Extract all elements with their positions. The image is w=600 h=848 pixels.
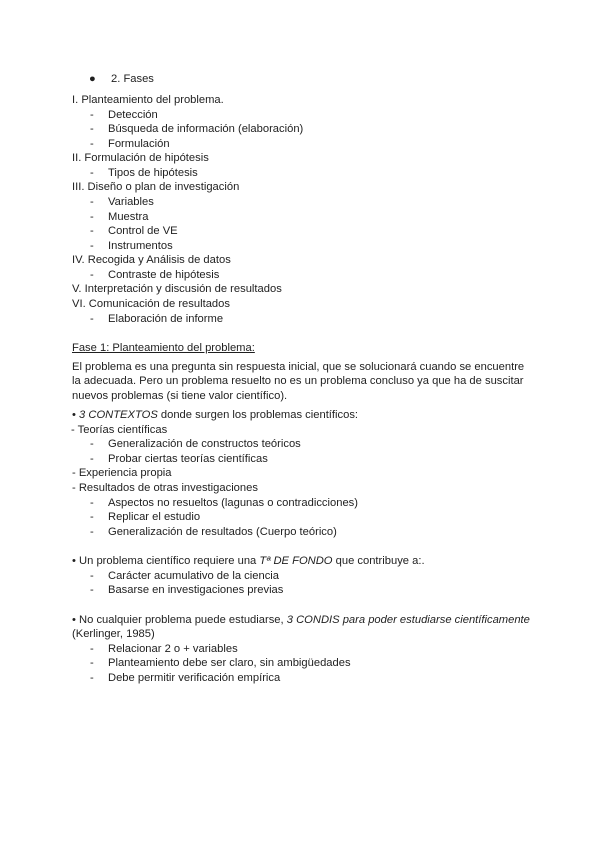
bullet: • (72, 409, 76, 421)
list-dash: - (90, 672, 94, 684)
condis-emph: 3 CONDIS para poder estudiarse científicamente (286, 614, 530, 626)
list-item: Aspectos no resueltos (lagunas o contradicciones) (108, 497, 358, 509)
fondo-emph: Tª DE FONDO (259, 555, 333, 567)
bullet-dot: ● (89, 73, 96, 85)
phase-title: V. Interpretación y discusión de resultados (72, 283, 282, 295)
list-item: Muestra (108, 211, 149, 223)
list-dash: - (90, 109, 94, 121)
list-dash: - (90, 511, 94, 523)
contextos-emph: 3 CONTEXTOS (79, 409, 158, 421)
list-dash: - (90, 123, 94, 135)
list-dash: - (90, 438, 94, 450)
group-label: - Resultados de otras investigaciones (72, 482, 258, 494)
list-dash: - (90, 584, 94, 596)
list-item: Detección (108, 109, 158, 121)
intro-line: nuevos problemas (si tiene valor científico). (72, 390, 288, 402)
phase-title: IV. Recogida y Análisis de datos (72, 254, 231, 266)
list-dash: - (90, 643, 94, 655)
list-item: Búsqueda de información (elaboración) (108, 123, 304, 135)
list-dash: - (90, 196, 94, 208)
fondo-line (72, 554, 425, 569)
list-dash: - (90, 570, 94, 582)
contextos-line (72, 408, 358, 423)
list-item: Instrumentos (108, 240, 173, 252)
list-dash: - (90, 657, 94, 669)
list-dash: - (90, 211, 94, 223)
group-label: - Experiencia propia (72, 467, 172, 479)
bullet: • (72, 555, 76, 567)
list-dash: - (90, 167, 94, 179)
list-item: Generalización de resultados (Cuerpo teórico) (108, 526, 337, 538)
phase-title: III. Diseño o plan de investigación (72, 181, 240, 193)
list-item: Replicar el estudio (108, 511, 201, 523)
phase-title: II. Formulación de hipótesis (72, 152, 209, 164)
list-dash: - (90, 225, 94, 237)
condis-line (72, 613, 530, 628)
list-item: Control de VE (108, 225, 178, 237)
list-item: Generalización de constructos teóricos (108, 438, 301, 450)
list-item: Planteamiento debe ser claro, sin ambigüedades (108, 657, 351, 669)
list-item: Tipos de hipótesis (108, 167, 198, 179)
list-item: Variables (108, 196, 154, 208)
condis-pre: No cualquier problema puede estudiarse, (75, 614, 287, 626)
phase-title: VI. Comunicación de resultados (72, 298, 230, 310)
contextos-rest: donde surgen los problemas científicos: (157, 409, 359, 421)
list-item: Probar ciertas teorías científicas (108, 453, 268, 465)
condis-citation: (Kerlinger, 1985) (72, 628, 155, 640)
list-dash: - (90, 526, 94, 538)
list-item: Relacionar 2 o + variables (108, 643, 238, 655)
list-dash: - (90, 240, 94, 252)
list-item: Debe permitir verificación empírica (108, 672, 281, 684)
fondo-pre: Un problema científico requiere una (75, 555, 260, 567)
list-item: Basarse en investigaciones previas (108, 584, 284, 596)
list-dash: - (90, 269, 94, 281)
list-dash: - (90, 453, 94, 465)
fondo-post: que contribuye a:. (332, 555, 425, 567)
list-item: Contraste de hipótesis (108, 269, 220, 281)
phase-title: I. Planteamiento del problema. (72, 94, 224, 106)
section-title: 2. Fases (111, 73, 154, 85)
group-label: - Teorías científicas (71, 424, 168, 436)
bullet: • (72, 614, 76, 626)
list-dash: - (90, 497, 94, 509)
intro-line: El problema es una pregunta sin respuesta inicial, que se solucionará cuando se encuentre (72, 361, 525, 373)
list-item: Elaboración de informe (108, 313, 224, 325)
intro-line: la adecuada. Pero un problema resuelto no es un problema concluso ya que ha de suscitar (72, 375, 524, 387)
list-dash: - (90, 313, 94, 325)
fase1-heading: Fase 1: Planteamiento del problema: (72, 342, 255, 354)
list-item: Formulación (108, 138, 170, 150)
list-dash: - (90, 138, 94, 150)
list-item: Carácter acumulativo de la ciencia (108, 570, 280, 582)
